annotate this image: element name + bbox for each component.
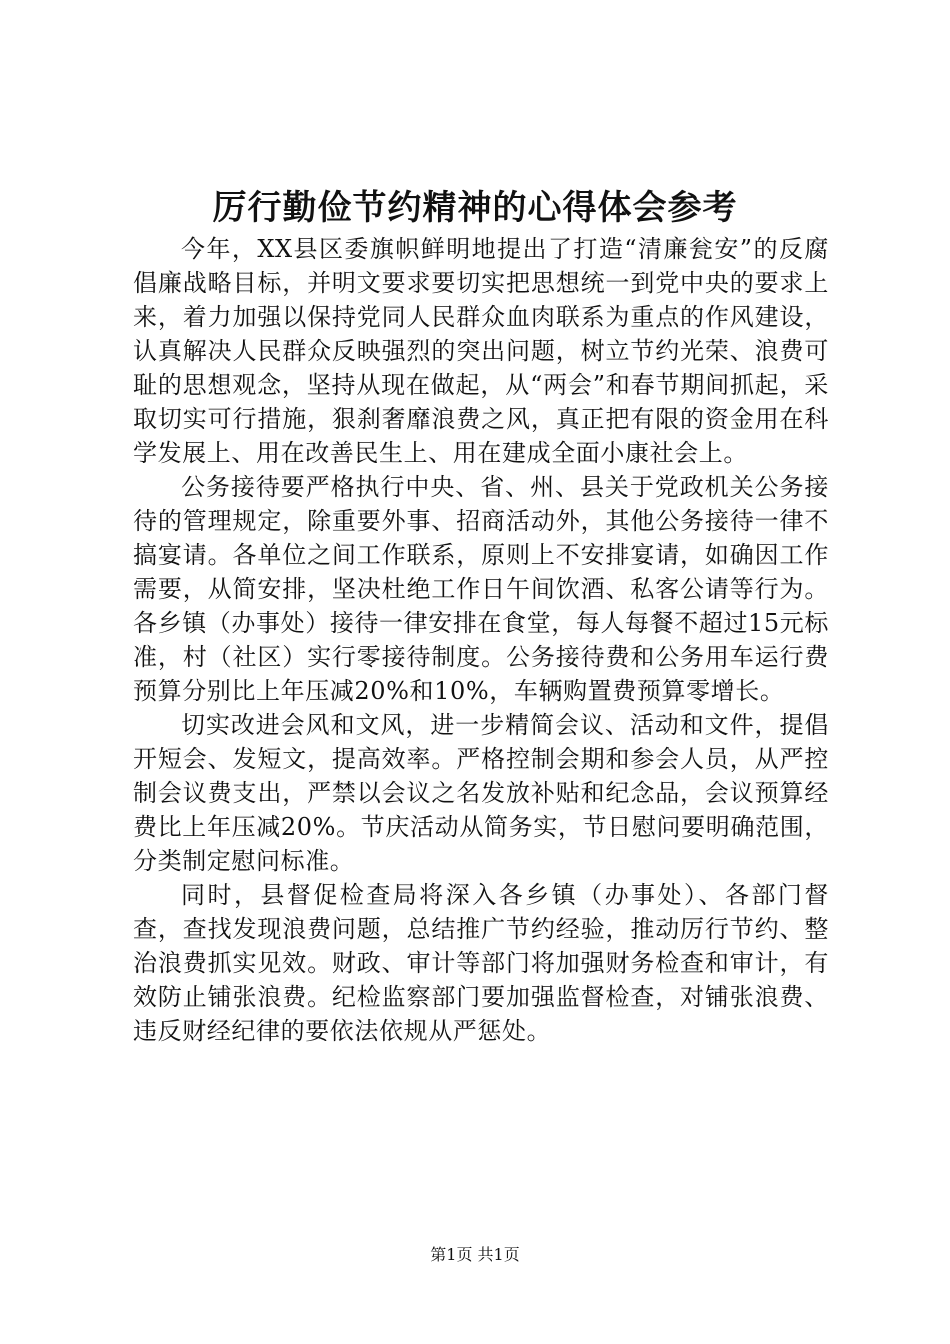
paragraph-1: 今年，XX县区委旗帜鲜明地提出了打造“清廉瓮安”的反腐倡廉战略目标，并明文要求要切实把思想统一到党中央的要求上来，着力加强以保持党同人民群众血肉联系为重点的作风建设，认真解决人民群众反映强烈的突出问题，树立节约光荣、浪费可耻的思想观念，坚持从现在做起，从“两会”和春节期间抓起，采取切实可行措施，狠刹奢靡浪费之风，真正把有限的资金用在科学发展上、用在改善民生上、用在建成全面小康社会上。	[133, 235, 829, 467]
paragraph-3: 切实改进会风和文风，进一步精简会议、活动和文件，提倡开短会、发短文，提高效率。严格控制会期和参会人员，从严控制会议费支出，严禁以会议之名发放补贴和纪念品，会议预算经费比上年压减20%。节庆活动从简务实，节日慰问要明确范围，分类制定慰问标准。	[133, 711, 829, 875]
paragraph-4: 同时，县督促检查局将深入各乡镇（办事处）、各部门督查，查找发现浪费问题，总结推广节约经验，推动厉行节约、整治浪费抓实见效。财政、审计等部门将加强财务检查和审计，有效防止铺张浪费。纪检监察部门要加强监督检查，对铺张浪费、违反财经纪律的要依法依规从严惩处。	[133, 881, 829, 1045]
document-title: 厉行勤俭节约精神的心得体会参考	[212, 188, 738, 228]
document-body	[133, 232, 829, 1048]
page-number-footer: 第1页 共1页	[430, 1245, 520, 1264]
paragraph-2: 公务接待要严格执行中央、省、州、县关于党政机关公务接待的管理规定，除重要外事、招商活动外，其他公务接待一律不搞宴请。各单位之间工作联系，原则上不安排宴请，如确因工作需要，从简安排，坚决杜绝工作日午间饮酒、私客公请等行为。各乡镇（办事处）接待一律安排在食堂，每人每餐不超过15元标准，村（社区）实行零接待制度。公务接待费和公务用车运行费预算分别比上年压减20%和10%，车辆购置费预算零增长。	[133, 473, 829, 705]
